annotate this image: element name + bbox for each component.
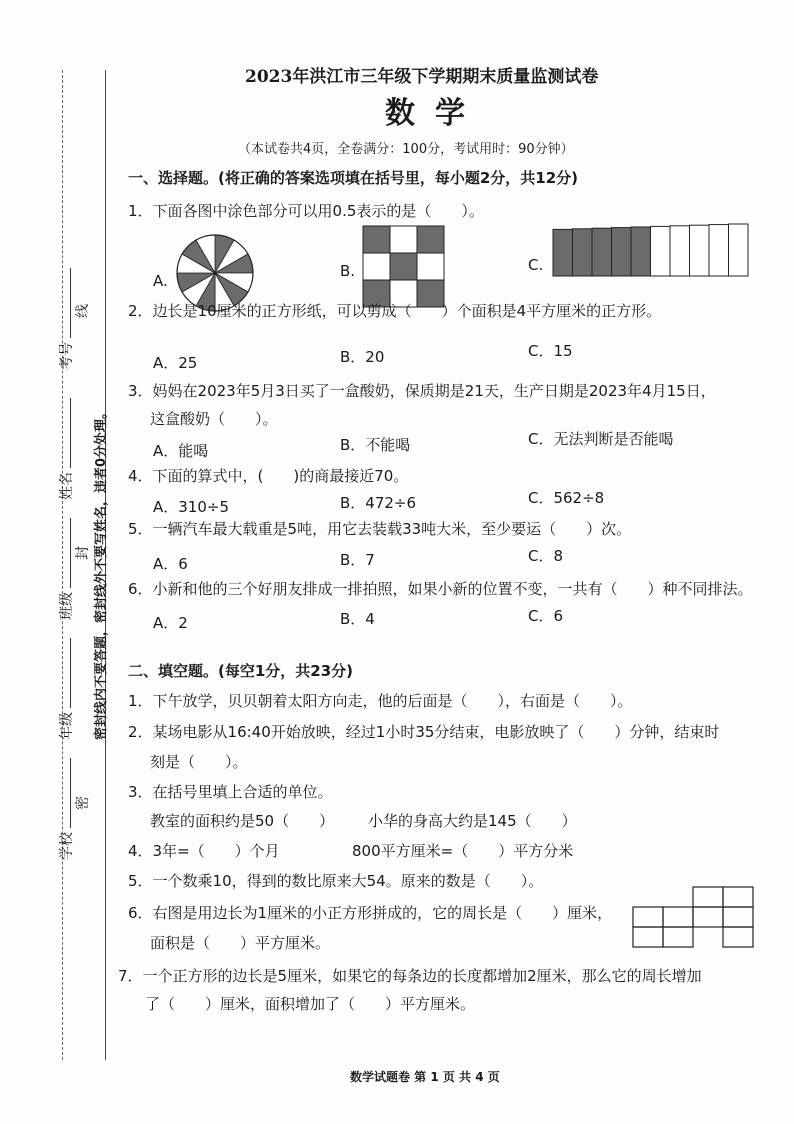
q2-option-b: B．20 [340,348,385,366]
q1-option-c: C. [528,256,544,274]
fill-q4-part-b: 800平方厘米=（ ）平方分米 [352,842,574,860]
q5-option-a: A．6 [153,555,188,573]
grid-cell [417,253,444,280]
fill-q3: 3．在括号里填上合适的单位。 [128,783,333,801]
q6-option-b: B．4 [340,610,375,628]
grid-cell [390,253,417,280]
strip-cell [709,225,729,276]
field-school: 学校 [56,758,76,860]
q1-text: 1．下面各图中涂色部分可以用0.5表示的是（ ）。 [128,202,484,220]
q4-text: 4．下面的算式中，( )的商最接近70。 [128,467,409,485]
field-grade: 年级 [56,638,76,740]
fill-q7-cont: 了（ ）厘米，面积增加了（ ）平方厘米。 [145,995,476,1013]
seal-char-secret: 密 [75,796,91,810]
seal-char-seal: 封 [75,546,91,560]
q4-option-b: B．472÷6 [340,494,417,512]
fill-q3-part-a: 教室的面积约是50（ ） [150,812,335,830]
strip-cell [670,226,690,276]
exam-title: 2023年洪江市三年级下学期期末质量监测试卷 [245,67,599,87]
q3-option-b: B．不能喝 [340,436,411,454]
q2-option-c: C．15 [528,342,573,360]
fill-q5: 5．一个数乘10，得到的数比原来大54。原来的数是（ ）。 [128,872,544,890]
page-footer: 数学试题卷 第 1 页 共 4 页 [350,1070,500,1084]
q4-option-c: C．562÷8 [528,489,605,507]
section2-header: 二、填空题。(每空1分，共23分) [128,662,354,680]
q6-option-c: C．6 [528,607,564,625]
grid-cell [363,253,390,280]
strip-cell [592,228,612,276]
q2-option-a: A．25 [153,354,198,372]
q1-grid-figure [362,225,446,309]
q6-option-a: A．2 [153,614,188,632]
grid-cell [417,226,444,253]
q5-text: 5．一辆汽车最大载重是5吨，用它去装载33吨大米，至少要运（ ）次。 [128,520,632,538]
strip-cell [729,224,749,276]
q2-text: 2．边长是10厘米的正方形纸，可以剪成（ ）个面积是4平方厘米的正方形。 [128,302,662,320]
fill-q6: 6．右图是用边长为1厘米的小正方形拼成的，它的周长是（ ）厘米， [128,904,613,922]
q3-text: 3．妈妈在2023年5月3日买了一盒酸奶，保质期是21天，生产日期是2023年4月15日， [128,382,716,400]
fill-q2: 2．某场电影从16:40开始放映，经过1小时35分结束，电影放映了（ ）分钟，结束时 [128,723,720,741]
field-class: 班级 [56,518,76,620]
fill-q3-part-b: 小华的身高大约是145（ ） [368,812,577,830]
q5-option-b: B．7 [340,551,375,569]
strip-cell [553,229,573,276]
q1-option-a: A. [153,272,168,290]
q4-option-a: A．310÷5 [153,498,230,516]
fill-q4-part-a: 4．3年=（ ）个月 [128,842,280,860]
section1-header: 一、选择题。(将正确的答案选项填在括号里，每小题2分，共12分) [128,169,579,187]
seal-char-line: 线 [75,304,91,318]
q3-option-c: C．无法判断是否能喝 [528,430,674,448]
strip-cell [690,225,710,276]
q3-option-a: A．能喝 [153,442,209,460]
grid-cell [363,226,390,253]
fill-q1: 1．下午放学，贝贝朝着太阳方向走，他的后面是（ ），右面是（ ）。 [128,692,633,710]
seal-warning: 密封线内不要答题，密封线外不要写姓名，违者0分处理。 [94,405,109,740]
exam-note: （本试卷共4页，全卷满分：100分，考试用时：90分钟） [238,142,574,157]
fill-q6-cont: 面积是（ ）平方厘米。 [150,934,331,952]
q3-text-cont: 这盒酸奶（ ）。 [150,410,278,428]
grid-cell [390,226,417,253]
strip-cell [612,228,632,276]
strip-cell [631,227,651,276]
strip-cell [573,229,593,276]
strip-cell [651,226,671,276]
q6-text: 6．小新和他的三个好朋友排成一排拍照，如果小新的位置不变，一共有（ ）种不同排法。 [128,580,753,598]
q1-option-b: B. [340,262,356,280]
q5-option-c: C．8 [528,547,564,565]
fill-q6-square-figure [630,885,760,960]
fill-q2-cont: 刻是（ ）。 [150,753,248,771]
subject-title: 数学 [385,96,485,131]
field-exam-number: 考号 [56,268,76,370]
q1-strip-figure [552,222,752,282]
fill-q7: 7．一个正方形的边长是5厘米，如果它的每条边的长度都增加2厘米，那么它的周长增加 [118,967,702,985]
field-name: 姓名 [56,398,76,500]
